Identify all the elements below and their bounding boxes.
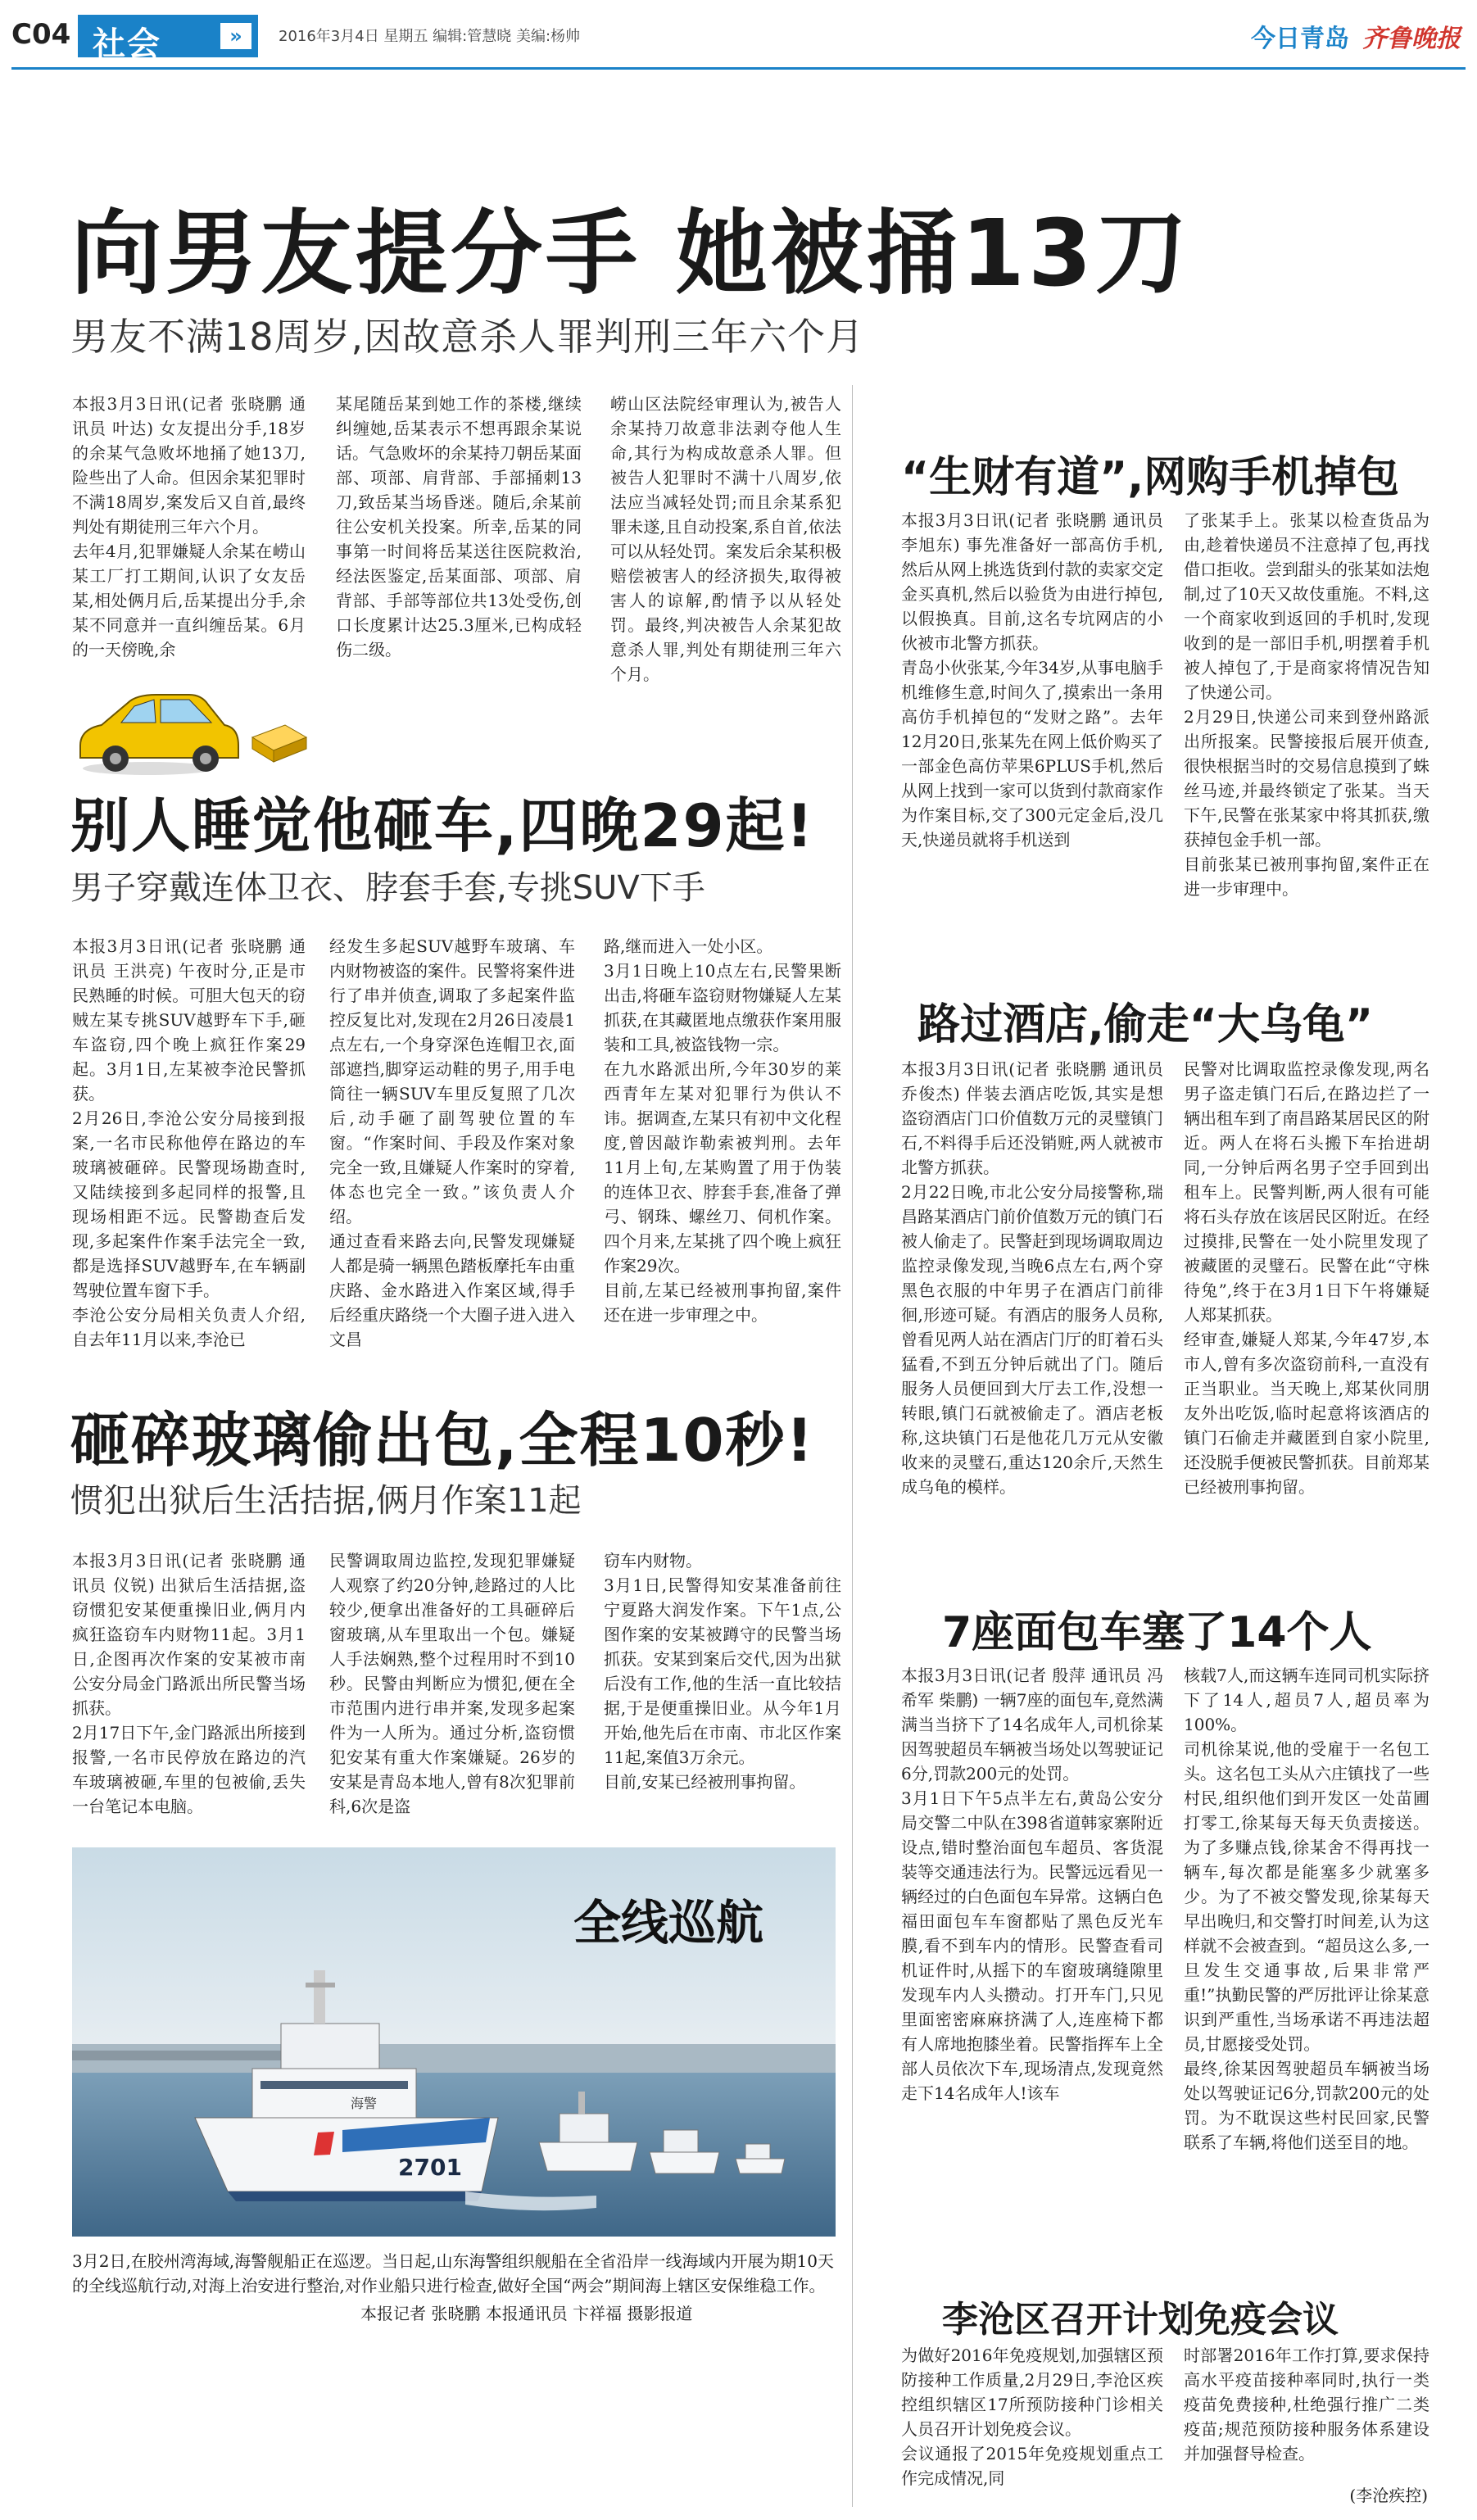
story7-headline: 李沧区召开计划免疫会议 [942,2299,1339,2341]
car-and-gold-icon [70,680,308,778]
story2-col2: 经发生多起SUV越野车玻璃、车内财物被盗的案件。民警将案件进行了串并侦查,调取了多起案件监控反复比对,发现在2月26日凌晨1点左右,一个身穿深色连帽卫衣,面部遮挡,脚穿运动鞋的男子,用手电筒往一辆SUV车里反复照了几次后,动手砸了副驾驶位置的车窗。“作案时间、手段及作案对象完全一致,且嫌疑人作案时的穿着,体态也完全一致。”该负责人介绍。 通过查看来路去向,民警发现嫌疑人都是骑一辆黑色踏板摩托车由重庆路、金水路进入作案区域,得手后经重庆路绕一个大圈子进入进入文昌 [329,936,575,1349]
story5-col2: 民警对比调取监控录像发现,两名男子盗走镇门石后,在路边拦了一辆出租车到了南昌路某居民区的附近。两人在将石头搬下车抬进胡同,一分钟后两名男子空手回到出租车上。民警判断,两人很有可能将石头存放在该居民区附近。在经过摸排,民警在一处小院里发现了被藏匿的灵璧石。民警在此“守株待兔”,终于在3月1日下午将嫌疑人郑某抓获。 经审查,嫌疑人郑某,今年47岁,本市人,曾有多次盗窃前科,一直没有正当职业。当天晚上,郑某伙同朋友外出吃饭,临时起意将该酒店的镇门石偷走并藏匿到自家小院里,还没脱手便被民警抓获。目前郑某已经被刑事拘留。 [1184,1059,1429,1497]
photo-title: 全线巡航 [573,1895,764,1951]
story4-col1: 本报3月3日讯(记者 张晓鹏 通讯员 李旭东) 事先准备好一部高仿手机,然后从网上挑选货到付款的卖家交定金买真机,然后以验货为由进行掉包,以假换真。目前,这名专坑网店的小伙被市北警方抓获。 青岛小伙张某,今年34岁,从事电脑手机维修生意,时间久了,摸索出一条用高仿手机掉包的“发财之路”。去年12月20日,张某先在网上低价购买了一部金色高仿苹果6PLUS手机,然后从网上找到一家可以货到付款商家作为作案目标,交了300元定金后,没几天,快递员就将手机送到 [901,510,1163,850]
story5-headline: 路过酒店,偷走“大乌龟” [917,1000,1374,1049]
header-rule [11,67,1466,70]
story3-headline: 砸碎玻璃偷出包,全程10秒! [70,1406,815,1475]
story6-col1: 本报3月3日讯(记者 殷萍 通讯员 冯希军 柴鹏) 一辆7座的面包车,竟然满满当当挤下了14名成年人,司机徐某因驾驶超员车辆被当场处以驾驶证记6分,罚款200元的处罚。 3月1日下午5点半左右,黄岛公安分局交警二中队在398省道韩家寨附近设点,错时整治面包车超员、客货混装等交通违法行为。民警远远看见一辆经过的白色面包车异常。这辆白色福田面包车车窗都贴了黑色反光车膜,看不到车内的情形。民警查看司机证件时,从摇下的车窗玻璃缝隙里发现车内人头攒动。打开车门,只见里面密密麻麻挤满了人,连座椅下都有人席地抱膝坐着。民警指挥车上全部人员依次下车,现场清点,发现竟然走下14名成年人!该车 [901,1666,1163,2103]
ship-number: 2701 [398,2154,462,2181]
story6-headline: 7座面包车塞了14个人 [942,1608,1372,1657]
section-title: 社会 [93,25,161,63]
story1-headline: 向男友提分手 她被捅13刀 [70,201,1190,307]
story6-col2: 核载7人,而这辆车连同司机实际挤下了14人,超员7人,超员率为100%。 司机徐某说,他的受雇于一名包工头。这名包工头从六庄镇找了一些村民,组织他们到开发区一处苗圃打零工,徐某每天每天负责接送。为了多赚点钱,徐某舍不得再找一辆车,每次都是能塞多少就塞多少。为了不被交警发现,徐某每天早出晚归,和交警打时间差,认为这样就不会被查到。“超员这么多,一旦发生交通事故,后果非常严重!”执勤民警的严厉批评让徐某意识到严重性,当场承诺不再违法超员,甘愿接受处罚。 最终,徐某因驾驶超员车辆被当场处以驾驶证记6分,罚款200元的处罚。为不耽误这些村民回家,民警联系了车辆,将他们送至目的地。 [1184,1666,1429,2152]
story5-col1: 本报3月3日讯(记者 张晓鹏 通讯员 乔俊杰) 伴装去酒店吃饭,其实是想盗窃酒店门口价值数万元的灵璧镇门石,不料得手后还没销赃,两人就被市北警方抓获。 2月22日晚,市北公安分局接警称,瑞昌路某酒店门前价值数万元的镇门石被人偷走了。民警赶到现场调取周边监控录像发现,当晚6点左右,两个穿黑色衣服的中年男子在酒店门前徘徊,形迹可疑。有酒店的服务人员称,曾看见两人站在酒店门厅的盯着石头猛看,不到五分钟后就出了门。随后服务人员便回到大厅去工作,没想一转眼,镇门石就被偷走了。酒店老板称,这块镇门石是他花几万元从安徽收来的灵璧石,重达120余斤,天然生成乌龟的模样。 [901,1059,1163,1497]
story4-col2: 了张某手上。张某以检查货品为由,趁着快递员不注意掉了包,再找借口拒收。尝到甜头的张某如法炮制,过了10天又故伎重施。不料,这一个商家收到返回的手机时,发现收到的是一部旧手机,明摆着手机被人掉包了,于是商家将情况告知了快递公司。 2月29日,快递公司来到登州路派出所报案。民警接报后展开侦查,很快根据当时的交易信息摸到了蛛丝马迹,并最终锁定了张某。当天下午,民警在张某家中将其抓获,缴获掉包金手机一部。 目前张某已被刑事拘留,案件正在进一步审理中。 [1184,510,1429,899]
story1-col3: 崂山区法院经审理认为,被告人余某持刀故意非法剥夺他人生命,其行为构成故意杀人罪。但被告人犯罪时不满十八周岁,依法应当减轻处罚;而且余某系犯罪未遂,且自动投案,系自首,依法可以从轻处罚。案发后余某积极赔偿被害人的经济损失,取得被害人的谅解,酌情予以从轻处罚。最终,判决被告人余某犯故意杀人罪,判处有期徒刑三年六个月。 [610,394,841,684]
photo-caption: 3月2日,在胶州湾海域,海警舰船正在巡逻。当日起,山东海警组织舰船在全省沿岸一线海域内开展为期10天的全线巡航行动,对海上治安进行整治,对作业船只进行检查,做好全国“两会”期间海上辖区安保维稳工作。 [72,2251,834,2296]
story1-col1: 本报3月3日讯(记者 张晓鹏 通讯员 叶达) 女友提出分手,18岁的余某气急败坏地捅了她13刀,险些出了人命。但因余某犯罪时不满18周岁,案发后又自首,最终判处有期徒刑三年六个月。 去年4月,犯罪嫌疑人余某在崂山某工厂打工期间,认识了女友岳某,相处俩月后,岳某提出分手,余某不同意并一直纠缠岳某。6月的一天傍晚,余 [72,394,306,659]
story3-subheadline: 惯犯出狱后生活拮据,俩月作案11起 [70,1482,582,1520]
page-number: C04 [11,18,71,51]
story2-col3: 路,继而进入一处小区。 3月1日晚上10点左右,民警果断出击,将砸车盗窃财物嫌疑人左某抓获,在其藏匿地点缴获作案用服装和工具,被盗钱物一宗。 在九水路派出所,今年30岁的莱西青年左某对犯罪行为供认不讳。据调查,左某只有初中文化程度,曾因敲诈勒索被判刑。去年11月上旬,左某购置了用于伪装的连体卫衣、脖套手套,准备了弹弓、钢珠、螺丝刀、伺机作案。四个月来,左某挑了四个晚上疯狂作案29次。 目前,左某已经被刑事拘留,案件还在进一步审理之中。 [604,936,841,1325]
double-chevron-icon: » [220,23,251,49]
story2-headline: 别人睡觉他砸车,四晚29起! [70,791,815,860]
story7-signature: (李沧疾控) [1349,2486,1428,2505]
column-separator [852,385,853,2507]
story7-col2: 时部署2016年工作打算,要求保持高水平疫苗接种率同时,执行一类疫苗免费接种,杜绝强行推广二类疫苗;规范预防接种服务体系建设并加强督导检查。 [1184,2346,1429,2463]
story3-col2: 民警调取周边监控,发现犯罪嫌疑人观察了约20分钟,趁路过的人比较少,便拿出准备好的工具砸碎后窗玻璃,从车里取出一个包。嫌疑人手法娴熟,整个过程用时不到10秒。民警由判断应为惯犯,便在全市范围内进行串并案,发现多起案件为一人所为。通过分析,盗窃惯犯安某有重大作案嫌疑。26岁的安某是青岛本地人,曾有8次犯罪前科,6次是盗 [329,1551,575,1816]
region-label: 今日青岛 [1251,25,1349,53]
ship-label: 海警 [351,2096,378,2111]
story7-col1: 为做好2016年免疫规划,加强辖区预防接种工作质量,2月29日,李沧区疾控组织辖区17所预防接种门诊相关人员召开计划免疫会议。 会议通报了2015年免疫规划重点工作完成情况,同 [901,2346,1163,2488]
story2-subheadline: 男子穿戴连体卫衣、脖套手套,专挑SUV下手 [70,869,705,907]
brand-logo: 齐鲁晚报 [1362,25,1461,53]
issue-meta: 2016年3月4日 星期五 编辑:管慧晓 美编:杨帅 [279,28,581,45]
story3-col3: 窃车内财物。 3月1日,民警得知安某准备前往宁夏路大润发作案。下午1点,公图作案的安某被蹲守的民警当场抓获。安某到案后交代,因为出狱后没有工作,他的生活一直比较拮据,于是便重操旧业。从今年1月开始,他先后在市南、市北区作案11起,案值3万余元。 目前,安某已经被刑事拘留。 [604,1551,841,1792]
story1-subheadline: 男友不满18周岁,因故意杀人罪判刑三年六个月 [70,315,865,359]
story1-col2: 某尾随岳某到她工作的茶楼,继续纠缠她,岳某表示不想再跟余某说话。气急败坏的余某持刀朝岳某面部、项部、肩背部、手部捅刺13刀,致岳某当场昏迷。随后,余某前往公安机关投案。所幸,岳某的同事第一时间将岳某送往医院救治,经法医鉴定,岳某面部、项部、肩背部、手部等部位共13处受伤,创口长度累计达25.3厘米,已构成轻伤二级。 [336,394,582,659]
photo-credit: 本报记者 张晓鹏 本报通讯员 卞祥福 摄影报道 [360,2304,693,2323]
story3-col1: 本报3月3日讯(记者 张晓鹏 通讯员 仪锐) 出狱后生活拮据,盗窃惯犯安某便重操旧业,俩月内疯狂盗窃车内财物11起。3月1日,企图再次作案的安某被市南公安分局金门路派出所民警当场抓获。 2月17日下午,金门路派出所接到报警,一名市民停放在路边的汽车玻璃被砸,车里的包被偷,丢失一台笔记本电脑。 [72,1551,306,1816]
masthead-right [1251,18,1461,54]
section-banner [78,15,258,63]
story4-headline: “生财有道”,网购手机掉包 [901,453,1400,502]
story2-col1: 本报3月3日讯(记者 张晓鹏 通讯员 王洪亮) 午夜时分,正是市民熟睡的时候。可胆大包天的窃贼左某专挑SUV越野车下手,砸车盗窃,四个晚上疯狂作案29起。3月1日,左某被李沧民警抓获。 2月26日,李沧公安分局接到报案,一名市民称他停在路边的车玻璃被砸碎。民警现场勘查时,又陆续接到多起同样的报警,且现场相距不远。民警勘查后发现,多起案件作案手法完全一致,都是选择SUV越野车,在车辆副驾驶位置车窗下手。 李沧公安分局相关负责人介绍,自去年11月以来,李沧已 [72,936,306,1349]
